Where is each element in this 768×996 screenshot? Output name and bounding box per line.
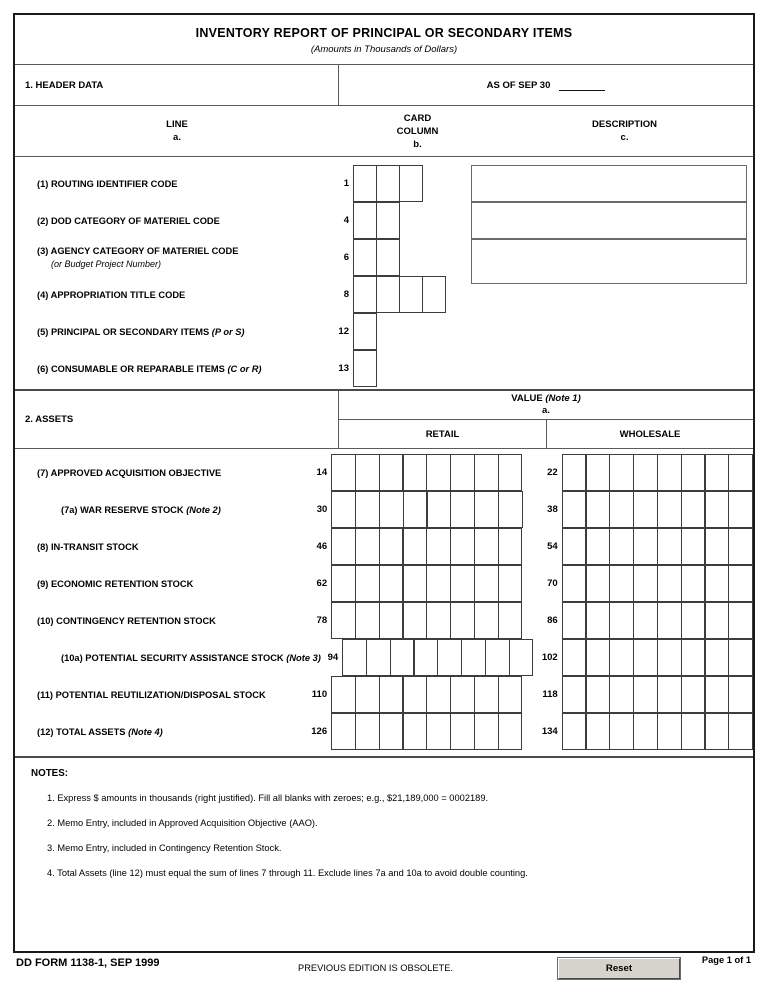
header-row-label-text: (4) APPROPRIATION TITLE CODE	[37, 289, 186, 300]
section-label-header-data: 1. HEADER DATA	[15, 65, 339, 105]
notes-section	[15, 758, 753, 914]
assets-row	[15, 454, 753, 491]
wholesale-value-input-cell[interactable]	[705, 602, 730, 639]
wholesale-value-input-cell[interactable]	[586, 639, 611, 676]
retail-value-input-cell[interactable]	[474, 602, 499, 639]
card-column-input-cell[interactable]	[376, 239, 400, 276]
section-label-assets: 2. ASSETS	[15, 391, 339, 448]
value-header-text	[511, 393, 581, 405]
assets-row	[15, 639, 753, 676]
assets-row-label-text: (7a) WAR RESERVE STOCK	[61, 504, 184, 515]
wholesale-value-input-cell[interactable]	[609, 565, 634, 602]
wholesale-value-input-cell[interactable]	[609, 454, 634, 491]
assets-row-wholesale-column-number: 22	[547, 467, 558, 478]
form-id-label: DD FORM 1138-1, SEP 1999	[16, 957, 160, 969]
notes-title: NOTES:	[31, 768, 69, 779]
wholesale-value-input-cell[interactable]	[609, 491, 634, 528]
header-row-card-column-number: 13	[338, 363, 349, 374]
value-header	[339, 391, 753, 420]
wholesale-value-input-cell[interactable]	[609, 713, 634, 750]
retail-value-input-cell[interactable]	[379, 676, 404, 713]
assets-row-retail-cells	[342, 639, 533, 676]
wholesale-value-input-cell[interactable]	[586, 602, 611, 639]
header-row-card-cells	[353, 276, 446, 313]
retail-value-input-cell[interactable]	[426, 676, 451, 713]
header-row-card-column-number: 8	[343, 289, 349, 300]
wholesale-value-input-cell[interactable]	[609, 602, 634, 639]
wholesale-value-input-cell[interactable]	[586, 713, 611, 750]
retail-value-input-cell[interactable]	[474, 454, 499, 491]
card-column-input-cell[interactable]	[353, 313, 377, 350]
retail-value-input-cell[interactable]	[366, 639, 391, 676]
header-row-card-cells	[353, 202, 400, 239]
card-column-input-cell[interactable]	[353, 350, 377, 387]
retail-value-input-cell[interactable]	[498, 676, 523, 713]
assets-row-wholesale-cells	[562, 565, 753, 602]
header-row-label-note: (P or S)	[211, 326, 245, 337]
wholesale-value-input-cell[interactable]	[728, 491, 753, 528]
assets-row-wholesale-cells	[562, 602, 753, 639]
form-title-block	[15, 15, 753, 65]
retail-value-input-cell[interactable]	[355, 676, 380, 713]
header-row-card-column-number: 4	[343, 215, 349, 226]
wholesale-value-input-cell[interactable]	[586, 565, 611, 602]
header-row	[15, 350, 753, 387]
retail-value-input-cell[interactable]	[498, 565, 523, 602]
retail-value-input-cell[interactable]	[426, 454, 451, 491]
assets-row	[15, 528, 753, 565]
wholesale-value-input-cell[interactable]	[657, 713, 682, 750]
retail-value-input-cell[interactable]	[331, 528, 356, 565]
retail-value-input-cell[interactable]	[498, 713, 523, 750]
assets-row-retail-column-number: 46	[316, 541, 328, 552]
assets-row	[15, 602, 753, 639]
assets-row-label-text: (10a) POTENTIAL SECURITY ASSISTANCE STOCK	[61, 652, 284, 663]
assets-row-wholesale-column-number: 118	[542, 689, 558, 700]
value-letter: a.	[542, 405, 550, 416]
retail-value-input-cell[interactable]	[450, 713, 475, 750]
form-subtitle: (Amounts in Thousands of Dollars)	[310, 44, 458, 55]
assets-row-label	[15, 727, 299, 737]
wholesale-value-input-cell[interactable]	[633, 676, 658, 713]
assets-row-wholesale-cells	[562, 676, 753, 713]
retail-value-input-cell[interactable]	[426, 713, 451, 750]
assets-row	[15, 713, 753, 750]
retail-value-input-cell[interactable]	[450, 565, 475, 602]
assets-row-label	[15, 468, 299, 478]
assets-row-wholesale-cells	[562, 491, 753, 528]
wholesale-value-input-cell[interactable]	[681, 454, 706, 491]
assets-row-retail-cells	[331, 454, 522, 491]
header-row-label	[15, 178, 319, 190]
header-data-rows	[15, 157, 753, 391]
wholesale-value-input-cell[interactable]	[562, 565, 587, 602]
card-column-input-cell[interactable]	[353, 239, 377, 276]
card-column-input-cell[interactable]	[422, 276, 446, 313]
retail-value-input-cell[interactable]	[450, 491, 475, 528]
header-row-label	[15, 326, 319, 338]
retail-value-input-cell[interactable]	[426, 602, 451, 639]
card-column-input-cell[interactable]	[399, 276, 423, 313]
assets-row-label-note: (Note 4)	[128, 726, 163, 737]
wholesale-value-input-cell[interactable]	[728, 602, 753, 639]
wholesale-value-input-cell[interactable]	[705, 454, 730, 491]
wholesale-value-input-cell[interactable]	[586, 491, 611, 528]
previous-edition-notice: PREVIOUS EDITION IS OBSOLETE.	[298, 963, 453, 973]
wholesale-value-input-cell[interactable]	[633, 565, 658, 602]
notes-list	[31, 792, 753, 879]
column-head-line	[15, 106, 339, 156]
retail-value-input-cell[interactable]	[355, 565, 380, 602]
assets-rows	[15, 449, 753, 758]
assets-row-label	[15, 542, 299, 552]
assets-row	[15, 491, 753, 528]
header-row-label-text: (2) DOD CATEGORY OF MATERIEL CODE	[37, 215, 220, 226]
assets-row-retail-cells	[331, 528, 522, 565]
assets-row-wholesale-cells	[562, 528, 753, 565]
header-row-card-column-number: 12	[338, 326, 349, 337]
assets-row-wholesale-cells	[562, 454, 753, 491]
header-row	[15, 313, 753, 350]
description-input-box[interactable]	[471, 202, 747, 239]
wholesale-value-input-cell[interactable]	[657, 528, 682, 565]
retail-value-input-cell[interactable]	[355, 713, 380, 750]
header-row-label-text: (5) PRINCIPAL OR SECONDARY ITEMS	[37, 326, 210, 337]
retail-value-input-cell[interactable]	[331, 676, 356, 713]
assets-row-retail-cells	[331, 713, 522, 750]
assets-row-retail-column-number: 14	[316, 467, 328, 478]
wholesale-value-input-cell[interactable]	[562, 491, 587, 528]
header-row-label	[15, 289, 319, 301]
retail-value-input-cell[interactable]	[342, 639, 367, 676]
retail-value-input-cell[interactable]	[403, 676, 428, 713]
card-column-input-cell[interactable]	[376, 165, 400, 202]
assets-row-retail-cells	[331, 676, 522, 713]
retail-value-input-cell[interactable]	[379, 454, 404, 491]
description-input-box[interactable]	[471, 165, 747, 202]
wholesale-value-input-cell[interactable]	[681, 676, 706, 713]
assets-row-retail-column-number: 126	[311, 726, 328, 737]
retail-value-input-cell[interactable]	[331, 491, 356, 528]
assets-row-retail-cells	[331, 602, 522, 639]
assets-row	[15, 676, 753, 713]
header-row-label	[15, 245, 319, 270]
page-number-label: Page 1 of 1	[701, 955, 751, 965]
as-of-label: AS OF SEP 30	[486, 79, 551, 91]
value-header-group	[339, 391, 753, 448]
column-head-card-line2: COLUMN	[396, 125, 439, 137]
retail-value-input-cell[interactable]	[403, 491, 428, 528]
page-title: INVENTORY REPORT OF PRINCIPAL OR SECONDARY ITEMS	[195, 26, 573, 40]
wholesale-value-input-cell[interactable]	[657, 639, 682, 676]
header-row-sublabel: (or Budget Project Number)	[51, 259, 162, 269]
header-row-card-cells	[353, 313, 377, 350]
wholesale-value-input-cell[interactable]	[705, 565, 730, 602]
wholesale-value-input-cell[interactable]	[681, 491, 706, 528]
retail-value-input-cell[interactable]	[474, 528, 499, 565]
assets-header	[15, 391, 753, 449]
note-item: 4. Total Assets (line 12) must equal the sum of lines 7 through 11. Exclude lines 7a and 10a to avoid double counting.	[47, 868, 528, 878]
retail-value-input-cell[interactable]	[403, 528, 428, 565]
assets-row-label-text: (11) POTENTIAL REUTILIZATION/DISPOSAL STOCK	[37, 689, 266, 700]
wholesale-value-input-cell[interactable]	[633, 491, 658, 528]
wholesale-value-input-cell[interactable]	[586, 676, 611, 713]
retail-value-input-cell[interactable]	[331, 454, 356, 491]
wholesale-value-input-cell[interactable]	[681, 528, 706, 565]
assets-row-wholesale-column-number: 86	[547, 615, 558, 626]
wholesale-value-input-cell[interactable]	[657, 602, 682, 639]
assets-row-label-text: (8) IN-TRANSIT STOCK	[37, 541, 139, 552]
retail-value-input-cell[interactable]	[498, 528, 523, 565]
card-column-input-cell[interactable]	[353, 165, 377, 202]
wholesale-value-input-cell[interactable]	[728, 565, 753, 602]
retail-value-input-cell[interactable]	[355, 528, 380, 565]
assets-row-retail-column-number: 110	[311, 689, 328, 700]
wholesale-value-input-cell[interactable]	[705, 528, 730, 565]
column-head-description-name: DESCRIPTION	[592, 119, 657, 130]
column-head-card-column	[339, 106, 496, 156]
retail-value-input-cell[interactable]	[498, 602, 523, 639]
header-row-label-text: (3) AGENCY CATEGORY OF MATERIEL CODE	[37, 246, 239, 256]
wholesale-value-input-cell[interactable]	[705, 491, 730, 528]
assets-row-label-note: (Note 2)	[186, 504, 221, 515]
wholesale-value-input-cell[interactable]	[681, 565, 706, 602]
retail-value-input-cell[interactable]	[331, 565, 356, 602]
assets-row-label	[15, 505, 300, 515]
retail-value-input-cell[interactable]	[331, 602, 356, 639]
assets-row-wholesale-cells	[562, 713, 753, 750]
assets-row-wholesale-column-number: 70	[547, 578, 558, 589]
retail-value-input-cell[interactable]	[498, 454, 523, 491]
wholesale-value-input-cell[interactable]	[728, 528, 753, 565]
wholesale-value-input-cell[interactable]	[657, 454, 682, 491]
retail-value-input-cell[interactable]	[461, 639, 486, 676]
as-of-date-group	[339, 65, 753, 105]
wholesale-value-input-cell[interactable]	[609, 639, 634, 676]
card-column-input-cell[interactable]	[353, 276, 377, 313]
description-input-box[interactable]	[471, 239, 747, 284]
reset-button[interactable]: Reset	[558, 958, 680, 979]
retail-value-input-cell[interactable]	[379, 713, 404, 750]
assets-row-retail-cells	[331, 491, 522, 528]
wholesale-value-input-cell[interactable]	[562, 676, 587, 713]
header-row-card-cells	[353, 165, 423, 202]
retail-value-input-cell[interactable]	[474, 676, 499, 713]
header-row-label-text: (1) ROUTING IDENTIFIER CODE	[37, 178, 178, 189]
value-note-ref: (Note 1)	[545, 393, 581, 404]
retail-value-input-cell[interactable]	[427, 491, 452, 528]
retail-value-input-cell[interactable]	[379, 491, 404, 528]
wholesale-value-input-cell[interactable]	[562, 528, 587, 565]
wholesale-value-input-cell[interactable]	[562, 602, 587, 639]
note-item: 1. Express $ amounts in thousands (right justified). Fill all blanks with zeroes; e.g., $21,189,000 = 0002189.	[47, 793, 489, 803]
retail-value-input-cell[interactable]	[450, 528, 475, 565]
assets-row-label	[15, 690, 299, 700]
wholesale-value-input-cell[interactable]	[705, 639, 730, 676]
assets-row-label	[15, 579, 299, 589]
wholesale-value-input-cell[interactable]	[586, 528, 611, 565]
retail-value-input-cell[interactable]	[485, 639, 510, 676]
wholesale-value-input-cell[interactable]	[609, 676, 634, 713]
retail-value-input-cell[interactable]	[509, 639, 534, 676]
wholesale-value-input-cell[interactable]	[562, 454, 587, 491]
card-column-input-cell[interactable]	[399, 165, 423, 202]
retail-value-input-cell[interactable]	[474, 713, 499, 750]
assets-row-label-text: (9) ECONOMIC RETENTION STOCK	[37, 578, 194, 589]
assets-row-label-text: (7) APPROVED ACQUISITION OBJECTIVE	[37, 467, 222, 478]
retail-value-input-cell[interactable]	[450, 454, 475, 491]
header-row-card-cells	[353, 239, 400, 276]
assets-row-retail-column-number: 62	[316, 578, 328, 589]
card-column-input-cell[interactable]	[376, 202, 400, 239]
column-head-card-line1: CARD	[403, 112, 432, 124]
wholesale-value-input-cell[interactable]	[728, 676, 753, 713]
retail-value-input-cell[interactable]	[426, 565, 451, 602]
wholesale-value-input-cell[interactable]	[681, 639, 706, 676]
wholesale-value-input-cell[interactable]	[705, 676, 730, 713]
assets-row-retail-column-number: 30	[316, 504, 328, 515]
wholesale-value-input-cell[interactable]	[633, 713, 658, 750]
value-subheaders	[339, 420, 753, 448]
column-headings	[15, 106, 753, 157]
assets-row-wholesale-column-number: 54	[547, 541, 558, 552]
retail-value-input-cell[interactable]	[355, 491, 380, 528]
assets-row-label-text: (12) TOTAL ASSETS	[37, 726, 126, 737]
wholesale-value-input-cell[interactable]	[705, 713, 730, 750]
wholesale-value-input-cell[interactable]	[681, 602, 706, 639]
retail-value-input-cell[interactable]	[414, 639, 439, 676]
retail-value-input-cell[interactable]	[498, 491, 523, 528]
assets-row-wholesale-column-number: 134	[541, 726, 558, 737]
retail-value-input-cell[interactable]	[379, 565, 404, 602]
column-head-description-letter: c.	[620, 132, 629, 143]
assets-row-retail-column-number: 94	[327, 652, 339, 663]
wholesale-value-input-cell[interactable]	[562, 713, 587, 750]
header-row-label-note: (C or R)	[227, 363, 262, 374]
retail-value-input-cell[interactable]	[437, 639, 462, 676]
wholesale-value-input-cell[interactable]	[609, 528, 634, 565]
header-row-card-column-number: 6	[343, 252, 349, 263]
value-label: VALUE	[511, 393, 543, 404]
header-row-label-text: (6) CONSUMABLE OR REPARABLE ITEMS	[37, 363, 225, 374]
retail-value-input-cell[interactable]	[474, 565, 499, 602]
retail-value-input-cell[interactable]	[355, 602, 380, 639]
retail-value-input-cell[interactable]	[450, 602, 475, 639]
column-head-line-letter: a.	[173, 132, 181, 143]
header-row-card-cells	[353, 350, 377, 387]
header-row-label	[15, 363, 319, 375]
wholesale-value-input-cell[interactable]	[633, 454, 658, 491]
wholesale-value-input-cell[interactable]	[728, 639, 753, 676]
retail-value-input-cell[interactable]	[390, 639, 415, 676]
header-row-label	[15, 215, 319, 227]
wholesale-value-input-cell[interactable]	[633, 639, 658, 676]
column-head-retail: RETAIL	[339, 420, 547, 448]
retail-value-input-cell[interactable]	[474, 491, 499, 528]
wholesale-value-input-cell[interactable]	[657, 565, 682, 602]
wholesale-value-input-cell[interactable]	[728, 454, 753, 491]
wholesale-value-input-cell[interactable]	[728, 713, 753, 750]
assets-row-label-note: (Note 3)	[286, 652, 321, 663]
card-column-input-cell[interactable]	[376, 276, 400, 313]
note-item: 3. Memo Entry, included in Contingency Retention Stock.	[47, 843, 282, 853]
wholesale-value-input-cell[interactable]	[633, 602, 658, 639]
wholesale-value-input-cell[interactable]	[586, 454, 611, 491]
assets-row-retail-column-number: 78	[316, 615, 328, 626]
assets-row-label	[15, 616, 299, 626]
card-column-input-cell[interactable]	[353, 202, 377, 239]
retail-value-input-cell[interactable]	[379, 528, 404, 565]
assets-row	[15, 565, 753, 602]
retail-value-input-cell[interactable]	[379, 602, 404, 639]
column-head-card-letter: b.	[413, 138, 422, 150]
form-footer	[13, 955, 755, 985]
assets-row-label-text: (10) CONTINGENCY RETENTION STOCK	[37, 615, 216, 626]
column-head-description	[496, 106, 753, 156]
column-head-wholesale: WHOLESALE	[619, 428, 681, 440]
retail-value-input-cell[interactable]	[450, 676, 475, 713]
assets-row-wholesale-cells	[562, 639, 753, 676]
header-row-card-column-number: 1	[343, 178, 349, 189]
header-data-bar	[15, 65, 753, 106]
as-of-year-input[interactable]	[559, 80, 605, 91]
retail-value-input-cell[interactable]	[403, 602, 428, 639]
retail-value-input-cell[interactable]	[426, 528, 451, 565]
assets-row-wholesale-column-number: 38	[547, 504, 558, 515]
retail-value-input-cell[interactable]	[403, 565, 428, 602]
wholesale-value-input-cell[interactable]	[633, 528, 658, 565]
retail-value-input-cell[interactable]	[403, 713, 428, 750]
retail-value-input-cell[interactable]	[355, 454, 380, 491]
wholesale-value-input-cell[interactable]	[681, 713, 706, 750]
column-head-line-name: LINE	[166, 119, 188, 130]
wholesale-value-input-cell[interactable]	[562, 639, 587, 676]
retail-value-input-cell[interactable]	[331, 713, 356, 750]
form-page	[13, 13, 755, 953]
wholesale-value-input-cell[interactable]	[657, 491, 682, 528]
assets-row-label	[15, 653, 319, 663]
retail-value-input-cell[interactable]	[403, 454, 428, 491]
assets-row-wholesale-column-number: 102	[541, 652, 558, 663]
note-item: 2. Memo Entry, included in Approved Acquisition Objective (AAO).	[47, 818, 318, 828]
assets-row-retail-cells	[331, 565, 522, 602]
wholesale-value-input-cell[interactable]	[657, 676, 682, 713]
